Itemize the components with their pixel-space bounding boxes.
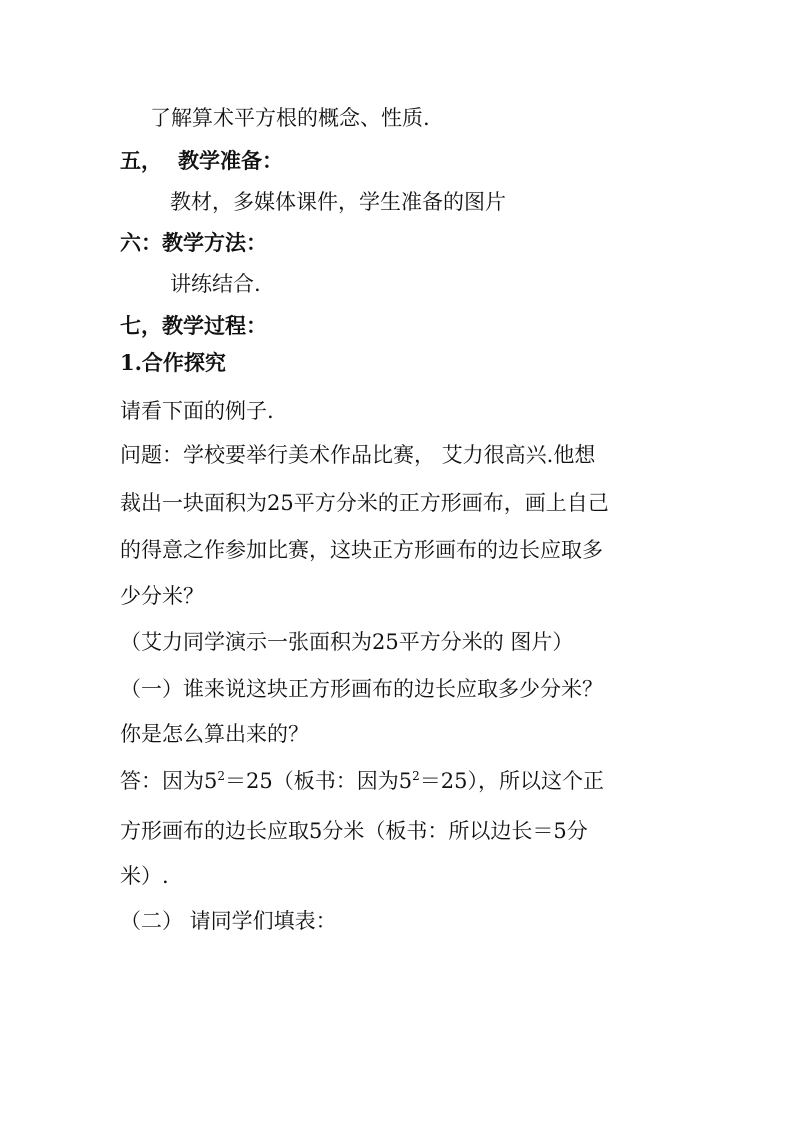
part-one-line-1: （一）谁来说这块正方形画布的边长应取多少分米？ (120, 677, 603, 701)
section-7-heading: 七，教学过程： (120, 313, 267, 338)
section-5-body: 教材，多媒体课件，学生准备的图片 (170, 190, 506, 214)
part-one-line-2: 你是怎么算出来的？ (120, 722, 309, 746)
answer-line-1 (120, 767, 680, 795)
part-two-line: （二） 请同学们填表： (120, 909, 337, 933)
demo-line: （艾力同学演示一张面积为25平方分米的 图片） (120, 630, 574, 654)
section-5-title: 教学准备： (178, 148, 283, 173)
superscript-2: 2 (217, 769, 226, 783)
question-line-3: 的得意之作参加比赛，这块正方形画布的边长应取多 (120, 538, 603, 562)
look-example-line: 请看下面的例子. (120, 399, 274, 423)
answer-text-b: ＝25（板书：因为5 (225, 769, 413, 793)
section-5-heading (120, 147, 680, 175)
answer-line-3: 米）. (120, 864, 169, 888)
question-line-1: 问题：学校要举行美术作品比赛， 艾力很高兴.他想 (120, 443, 596, 467)
answer-line-2: 方形画布的边长应取5分米（板书：所以边长＝5分 (120, 819, 588, 843)
concept-line: 了解算术平方根的概念、性质. (150, 106, 430, 130)
section-6-heading: 六：教学方法： (120, 230, 267, 255)
answer-text-a: 答：因为5 (120, 769, 218, 793)
section-5-number: 五， (120, 148, 162, 173)
subsection-1-heading: 1.合作探究 (120, 350, 226, 375)
question-line-2: 裁出一块面积为25平方分米的正方形画布，画上自己 (120, 491, 609, 515)
question-line-4: 少分米？ (120, 584, 204, 608)
answer-text-c: ＝25），所以这个正 (419, 769, 604, 793)
section-6-body: 讲练结合. (170, 272, 261, 296)
superscript-2: 2 (412, 769, 420, 783)
